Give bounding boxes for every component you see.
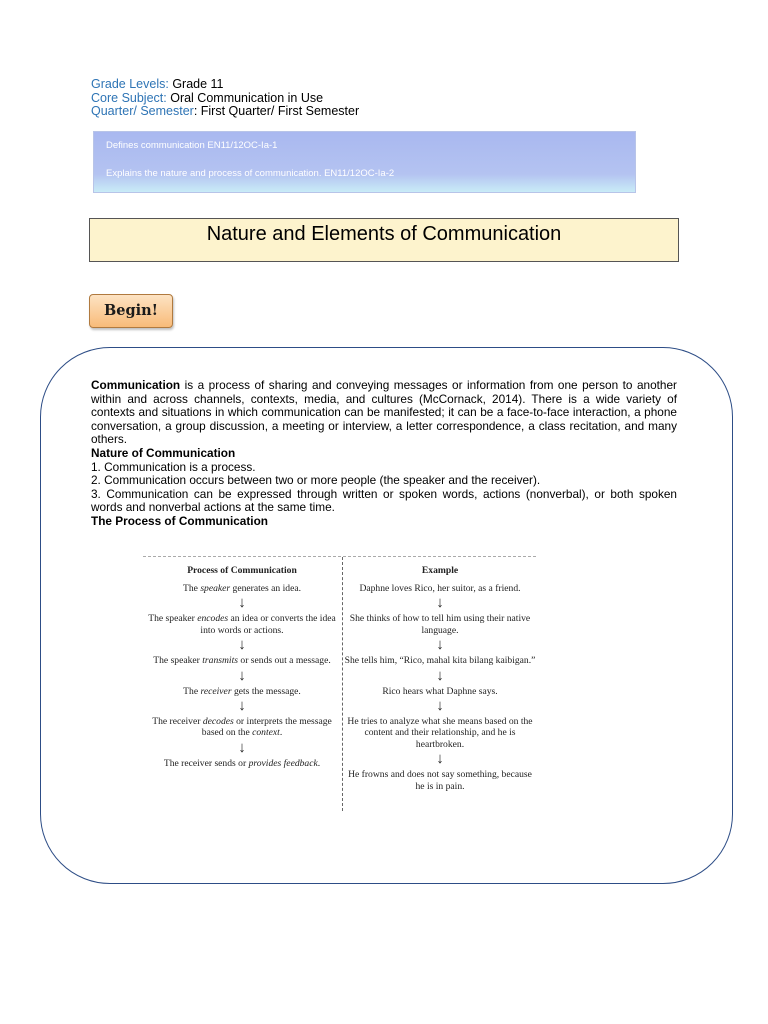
- process-column-header: Process of Communication: [187, 565, 297, 576]
- process-column: [143, 557, 341, 811]
- process-step-5: The receiver decodes or interprets the message based on the context.: [152, 716, 332, 739]
- example-column: [344, 557, 536, 811]
- begin-button[interactable]: Begin!: [89, 294, 173, 328]
- grade-level-label: Grade Levels:: [91, 77, 169, 91]
- example-step-6: He frowns and does not say something, because he is in pain.: [348, 769, 532, 792]
- table-divider: [342, 557, 343, 811]
- down-arrow-icon: ↓: [238, 698, 246, 715]
- definition-term: Communication: [91, 378, 181, 392]
- objective-2: Explains the nature and process of communication. EN11/12OC-Ia-2: [106, 168, 395, 179]
- process-step-1: The speaker generates an idea.: [182, 583, 302, 594]
- example-column-header: Example: [421, 565, 459, 576]
- down-arrow-icon: ↓: [436, 595, 444, 612]
- process-table: [143, 556, 536, 811]
- example-step-2: She thinks of how to tell him using their native language.: [349, 613, 531, 636]
- process-step-2: The speaker encodes an idea or converts the idea into words or actions.: [148, 613, 336, 636]
- down-arrow-icon: ↓: [238, 739, 246, 756]
- core-subject-value: Oral Communication in Use: [170, 90, 324, 105]
- grade-level-value: Grade 11: [172, 77, 224, 91]
- quarter-semester-label: Quarter/ Semester: [91, 104, 194, 118]
- down-arrow-icon: ↓: [436, 667, 444, 684]
- process-step-3: The speaker transmits or sends out a message.: [153, 655, 331, 667]
- example-step-3: She tells him, “Rico, mahal kita bilang kaibigan.”: [344, 655, 536, 667]
- lesson-meta: [91, 78, 359, 119]
- down-arrow-icon: ↓: [436, 637, 444, 654]
- quarter-semester-line: [91, 105, 359, 119]
- communication-definition: [91, 379, 677, 447]
- core-subject-line: [91, 92, 359, 106]
- example-step-1: Daphne loves Rico, her suitor, as a friend.: [359, 583, 521, 594]
- lesson-content: [91, 379, 677, 529]
- example-step-4: Rico hears what Daphne says.: [382, 685, 498, 697]
- grade-level-line: [91, 78, 359, 92]
- nature-item-2: 2. Communication occurs between two or more people (the speaker and the receiver).: [91, 473, 541, 488]
- lesson-title: Nature and Elements of Communication: [89, 218, 679, 262]
- down-arrow-icon: ↓: [238, 667, 246, 684]
- learning-objectives-box: [93, 131, 636, 193]
- example-step-5: He tries to analyze what she means based on the content and their relationship, and he is heartbroken.: [347, 716, 533, 750]
- quarter-semester-value: : First Quarter/ First Semester: [193, 104, 360, 118]
- process-heading: The Process of Communication: [91, 513, 268, 528]
- down-arrow-icon: ↓: [238, 595, 246, 612]
- nature-item-3: 3. Communication can be expressed through written or spoken words, actions (nonverbal), or both spoken words and nonverbal actions at the same time.: [91, 486, 677, 515]
- down-arrow-icon: ↓: [238, 637, 246, 654]
- process-step-6: The receiver sends or provides feedback.: [163, 757, 321, 769]
- core-subject-label: Core Subject:: [91, 90, 167, 105]
- process-step-4: The receiver gets the message.: [183, 685, 301, 697]
- nature-heading: Nature of Communication: [91, 445, 236, 460]
- down-arrow-icon: ↓: [436, 698, 444, 715]
- down-arrow-icon: ↓: [436, 751, 444, 768]
- objective-1: Defines communication EN11/12OC-Ia-1: [106, 140, 278, 151]
- definition-text: is a process of sharing and conveying messages or information from one person to another within and across channels, contexts, media, and cultures (McCornack, 2014). There is a wide variety of contexts and situations in which communication can be manifested; it can be a face-to-face interaction, a phone conversation, a group discussion, a meeting or interview, a letter correspondence, a class recitation, and many others.: [91, 378, 677, 447]
- nature-item-1: 1. Communication is a process.: [91, 459, 256, 474]
